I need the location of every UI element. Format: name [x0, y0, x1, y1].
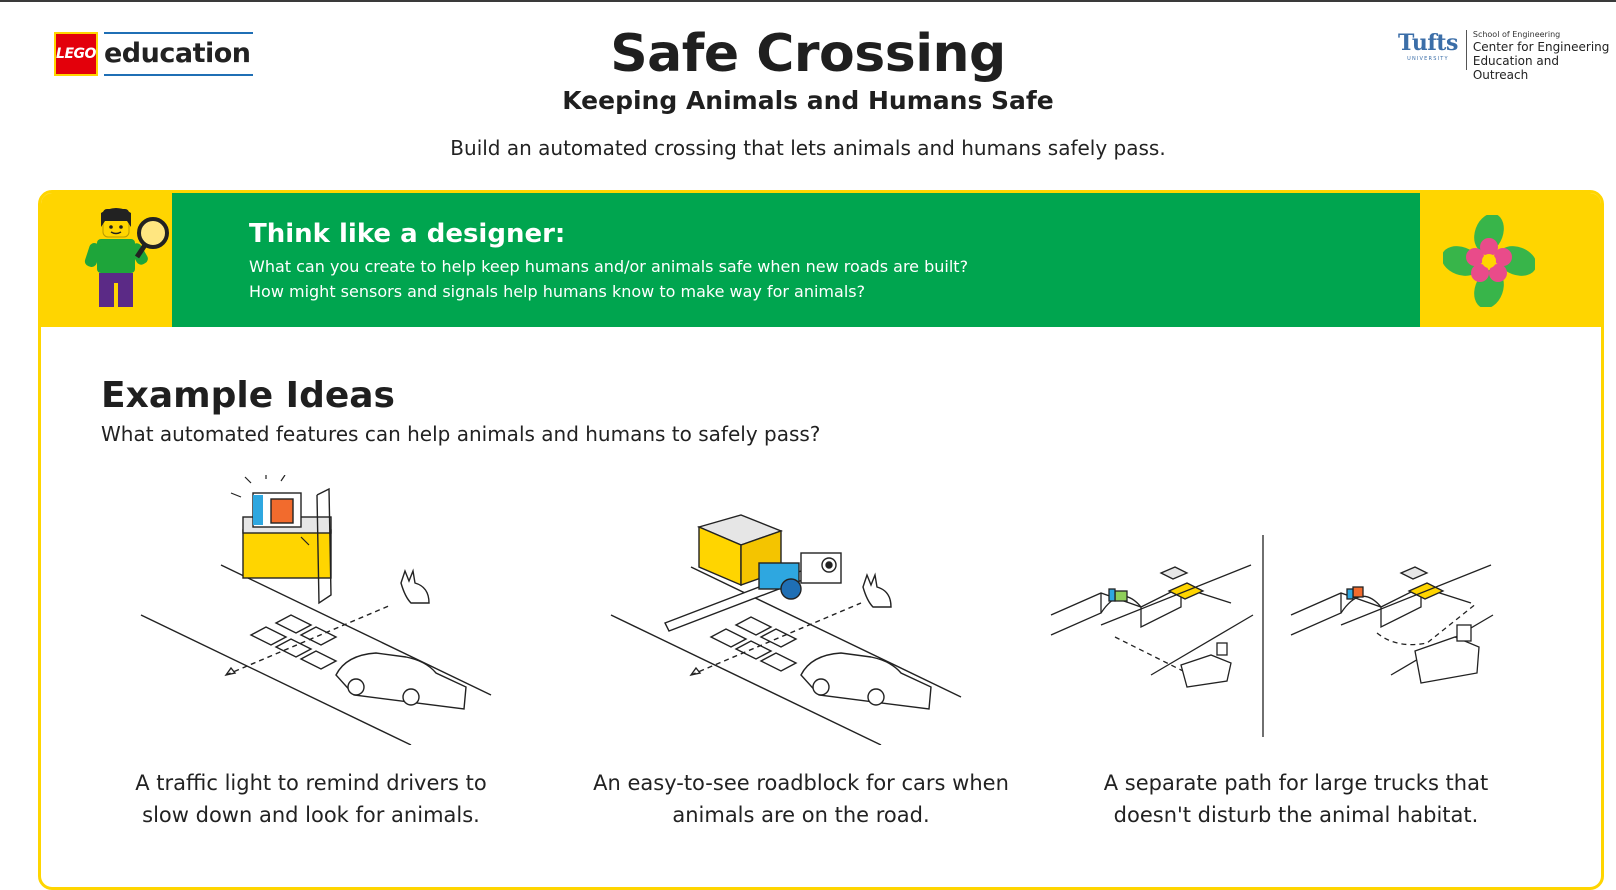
- page-subtitle: Keeping Animals and Humans Safe: [562, 86, 1054, 115]
- roadblock-illustration: [601, 475, 981, 745]
- examples-title: Example Ideas: [101, 375, 395, 416]
- page-intro: Build an automated crossing that lets animals and humans safely pass.: [450, 136, 1166, 160]
- tufts-university: UNIVERSITY: [1407, 56, 1449, 62]
- banner-title: Think like a designer:: [249, 219, 566, 249]
- tufts-dept-line2: Education and Outreach: [1472, 54, 1559, 82]
- separate-path-illustration: [1041, 475, 1511, 745]
- lego-logo-box: LEGO: [54, 32, 98, 76]
- flower-brick-icon: [1443, 215, 1535, 307]
- tufts-dept-line1: Center for Engineering: [1472, 40, 1610, 54]
- traffic-light-illustration: [121, 475, 501, 745]
- minifigure-magnifier-icon: [69, 207, 169, 315]
- caption-1-line-1: A traffic light to remind drivers to: [135, 771, 487, 795]
- caption-2-line-1: An easy-to-see roadblock for cars when: [593, 771, 1009, 795]
- example-caption-1: [81, 767, 541, 831]
- caption-3-line-2: doesn't disturb the animal habitat.: [1113, 803, 1479, 827]
- top-border: [0, 0, 1616, 2]
- education-word: education: [104, 38, 251, 69]
- caption-2-line-2: animals are on the road.: [672, 803, 930, 827]
- designer-banner: [41, 193, 1601, 327]
- examples-question: What automated features can help animals and humans to safely pass?: [101, 422, 821, 446]
- designer-banner-green: [172, 193, 1420, 327]
- page-title: Safe Crossing: [610, 24, 1006, 84]
- example-caption-3: [1066, 767, 1526, 831]
- banner-question-2: How might sensors and signals help humans know to make way for animals?: [249, 282, 866, 301]
- content-panel: [38, 190, 1604, 890]
- example-caption-2: [571, 767, 1031, 831]
- caption-3-line-1: A separate path for large trucks that: [1103, 771, 1489, 795]
- banner-question-1: What can you create to help keep humans and/or animals safe when new roads are built?: [249, 257, 969, 276]
- caption-1-line-2: slow down and look for animals.: [142, 803, 480, 827]
- tufts-name: Tufts: [1398, 30, 1458, 56]
- tufts-school: School of Engineering: [1472, 30, 1561, 39]
